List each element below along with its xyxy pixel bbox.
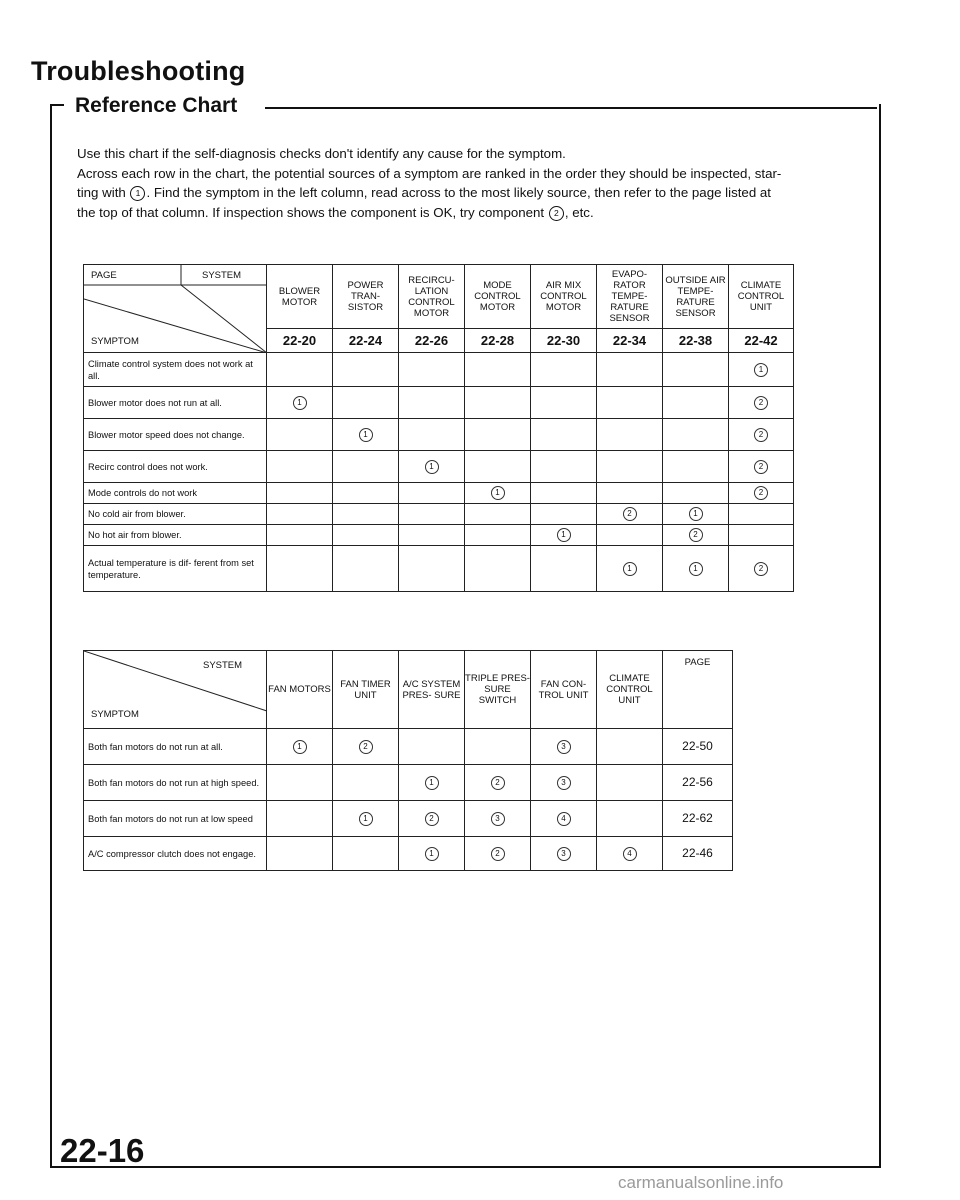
rank-cell: [267, 525, 333, 546]
rank-cell: [531, 419, 597, 451]
table-row: [84, 546, 794, 592]
rank-cell: [333, 419, 399, 451]
rank-cell: [663, 451, 729, 483]
table-row: [84, 419, 794, 451]
circled-rank-icon: 2: [491, 776, 505, 790]
symptom-cell: Both fan motors do not run at low speed: [84, 801, 267, 837]
rank-cell: [531, 729, 597, 765]
table2-header: FAN TIMER UNIT: [333, 651, 399, 729]
table1-header: RECIRCU- LATION CONTROL MOTOR: [399, 265, 465, 329]
table-row: [84, 353, 794, 387]
intro-line-3b: . Find the symptom in the left column, read across to the most likely source, then refer to the page listed at: [146, 185, 772, 201]
table1-header: MODE CONTROL MOTOR: [465, 265, 531, 329]
intro-line-2: Across each row in the chart, the potential sources of a symptom are ranked in the order they should be inspected, star-: [77, 165, 782, 181]
rank-cell: [729, 525, 794, 546]
page-title: Troubleshooting: [31, 56, 246, 86]
circled-rank-icon: 1: [293, 740, 307, 754]
rank-cell: [399, 525, 465, 546]
rank-cell: [267, 483, 333, 504]
rank-cell: [267, 765, 333, 801]
symptom-cell: No hot air from blower.: [84, 525, 267, 546]
rank-cell: [597, 837, 663, 871]
rank-cell: [465, 729, 531, 765]
rank-cell: [597, 546, 663, 592]
rank-cell: [663, 504, 729, 525]
rank-cell: [267, 353, 333, 387]
table-row: [84, 837, 733, 871]
table1-corner-system: SYSTEM: [202, 270, 242, 281]
rank-cell: [597, 353, 663, 387]
intro-line-3: [77, 183, 867, 203]
rank-cell: [333, 387, 399, 419]
table1-page-ref: 22-38: [663, 329, 729, 353]
page-ref-cell: 22-46: [663, 837, 733, 871]
table2-header: FAN MOTORS: [267, 651, 333, 729]
rank-cell: [267, 387, 333, 419]
rank-cell: [531, 525, 597, 546]
rank-cell: [663, 387, 729, 419]
rank-cell: [597, 419, 663, 451]
table1-header: EVAPO- RATOR TEMPE- RATURE SENSOR: [597, 265, 663, 329]
rank-cell: [399, 504, 465, 525]
rank-cell: [465, 451, 531, 483]
rank-cell: [597, 451, 663, 483]
symptom-cell: No cold air from blower.: [84, 504, 267, 525]
rank-cell: [597, 729, 663, 765]
symptom-cell: Recirc control does not work.: [84, 451, 267, 483]
symptom-cell: Both fan motors do not run at all.: [84, 729, 267, 765]
rank-cell: [399, 546, 465, 592]
circled-rank-icon: 3: [557, 740, 571, 754]
table1-page-ref: 22-20: [267, 329, 333, 353]
table1-corner-symptom: SYMPTOM: [91, 336, 139, 347]
circled-rank-icon: 1: [425, 847, 439, 861]
circled-one-icon: 1: [130, 186, 145, 201]
rank-cell: [399, 801, 465, 837]
table-row: [84, 504, 794, 525]
rank-cell: [597, 504, 663, 525]
circled-rank-icon: 3: [491, 812, 505, 826]
table2-header: FAN CON- TROL UNIT: [531, 651, 597, 729]
rank-cell: [663, 546, 729, 592]
intro-text: [77, 144, 867, 222]
table-row: [84, 483, 794, 504]
intro-line-4b: , etc.: [564, 204, 594, 220]
rank-cell: [333, 525, 399, 546]
table1-page-ref: 22-34: [597, 329, 663, 353]
page-ref-cell: 22-56: [663, 765, 733, 801]
symptom-cell: Climate control system does not work at all.: [84, 353, 267, 387]
rank-cell: [663, 419, 729, 451]
rank-cell: [729, 451, 794, 483]
page-number: 22-16: [60, 1132, 145, 1169]
table1-page-ref: 22-42: [729, 329, 794, 353]
rank-cell: [531, 504, 597, 525]
circled-rank-icon: 2: [689, 528, 703, 542]
circled-rank-icon: 1: [689, 507, 703, 521]
table2-header: TRIPLE PRES- SURE SWITCH: [465, 651, 531, 729]
rank-cell: [465, 387, 531, 419]
circled-rank-icon: 1: [623, 562, 637, 576]
symptom-cell: Actual temperature is dif- ferent from set temperature.: [84, 546, 267, 592]
rank-cell: [333, 729, 399, 765]
rank-cell: [597, 801, 663, 837]
circled-rank-icon: 1: [425, 460, 439, 474]
rank-cell: [399, 419, 465, 451]
rank-cell: [531, 387, 597, 419]
rank-cell: [465, 483, 531, 504]
rank-cell: [663, 483, 729, 504]
rank-cell: [333, 504, 399, 525]
circled-rank-icon: 2: [754, 486, 768, 500]
rank-cell: [465, 353, 531, 387]
table2-corner-system: SYSTEM: [203, 660, 243, 671]
circled-rank-icon: 4: [623, 847, 637, 861]
circled-rank-icon: 2: [754, 396, 768, 410]
rank-cell: [531, 837, 597, 871]
rank-cell: [267, 801, 333, 837]
table1-page-ref: 22-26: [399, 329, 465, 353]
circled-rank-icon: 2: [754, 428, 768, 442]
rank-cell: [465, 525, 531, 546]
rank-cell: [663, 353, 729, 387]
rank-cell: [729, 387, 794, 419]
table-row: [84, 801, 733, 837]
circled-rank-icon: 1: [359, 812, 373, 826]
rank-cell: [531, 353, 597, 387]
section-title: Reference Chart: [75, 94, 238, 117]
circled-rank-icon: 1: [754, 363, 768, 377]
table2-header-page: PAGE: [663, 651, 733, 729]
rank-cell: [333, 801, 399, 837]
table1-corner-page: PAGE: [91, 270, 117, 281]
symptom-cell: Both fan motors do not run at high speed.: [84, 765, 267, 801]
reference-chart-table-2: [83, 650, 733, 871]
table1-header: OUTSIDE AIR TEMPE- RATURE SENSOR: [663, 265, 729, 329]
page-ref-cell: 22-50: [663, 729, 733, 765]
symptom-cell: Blower motor speed does not change.: [84, 419, 267, 451]
circled-rank-icon: 2: [623, 507, 637, 521]
rank-cell: [465, 837, 531, 871]
rank-cell: [729, 546, 794, 592]
rank-cell: [729, 504, 794, 525]
table1-header: BLOWER MOTOR: [267, 265, 333, 329]
circled-rank-icon: 3: [557, 847, 571, 861]
rank-cell: [267, 729, 333, 765]
circled-rank-icon: 2: [754, 460, 768, 474]
table1-header: AIR MIX CONTROL MOTOR: [531, 265, 597, 329]
page-ref-cell: 22-62: [663, 801, 733, 837]
intro-line-3a: ting with: [77, 185, 126, 201]
rank-cell: [399, 765, 465, 801]
symptom-cell: Blower motor does not run at all.: [84, 387, 267, 419]
table-row: [84, 729, 733, 765]
rank-cell: [465, 419, 531, 451]
table2-header: CLIMATE CONTROL UNIT: [597, 651, 663, 729]
rank-cell: [333, 765, 399, 801]
rank-cell: [267, 451, 333, 483]
symptom-cell: Mode controls do not work: [84, 483, 267, 504]
rank-cell: [399, 387, 465, 419]
rank-cell: [729, 353, 794, 387]
intro-line-4: [77, 203, 867, 223]
table2-corner-symptom: SYMPTOM: [91, 709, 139, 720]
rank-cell: [597, 483, 663, 504]
rank-cell: [267, 504, 333, 525]
circled-rank-icon: 1: [359, 428, 373, 442]
rank-cell: [531, 546, 597, 592]
rank-cell: [531, 451, 597, 483]
rank-cell: [597, 765, 663, 801]
table1-page-ref: 22-24: [333, 329, 399, 353]
circled-rank-icon: 3: [557, 776, 571, 790]
circled-two-icon: 2: [549, 206, 564, 221]
circled-rank-icon: 1: [293, 396, 307, 410]
rank-cell: [267, 546, 333, 592]
circled-rank-icon: 1: [491, 486, 505, 500]
rank-cell: [399, 353, 465, 387]
rank-cell: [729, 483, 794, 504]
rank-cell: [597, 387, 663, 419]
table1-header: POWER TRAN- SISTOR: [333, 265, 399, 329]
table-row: [84, 451, 794, 483]
rank-cell: [531, 483, 597, 504]
table-row: [84, 525, 794, 546]
rank-cell: [333, 546, 399, 592]
symptom-cell: A/C compressor clutch does not engage.: [84, 837, 267, 871]
table1-page-ref: 22-30: [531, 329, 597, 353]
rank-cell: [333, 353, 399, 387]
rank-cell: [399, 483, 465, 504]
circled-rank-icon: 2: [491, 847, 505, 861]
circled-rank-icon: 4: [557, 812, 571, 826]
rank-cell: [333, 451, 399, 483]
table1-header: CLIMATE CONTROL UNIT: [729, 265, 794, 329]
rank-cell: [267, 419, 333, 451]
circled-rank-icon: 2: [754, 562, 768, 576]
table1-corner: [84, 265, 267, 353]
reference-chart-table-1: [83, 264, 794, 592]
circled-rank-icon: 1: [557, 528, 571, 542]
rank-cell: [465, 765, 531, 801]
rank-cell: [531, 765, 597, 801]
rank-cell: [267, 837, 333, 871]
rank-cell: [333, 837, 399, 871]
circled-rank-icon: 1: [689, 562, 703, 576]
rank-cell: [465, 504, 531, 525]
circled-rank-icon: 2: [359, 740, 373, 754]
table2-header: A/C SYSTEM PRES- SURE: [399, 651, 465, 729]
table-row: [84, 765, 733, 801]
rank-cell: [597, 525, 663, 546]
table2-corner: [84, 651, 267, 729]
circled-rank-icon: 1: [425, 776, 439, 790]
rank-cell: [531, 801, 597, 837]
table-row: [84, 387, 794, 419]
intro-line-1: Use this chart if the self-diagnosis checks don't identify any cause for the symptom.: [77, 146, 566, 161]
rank-cell: [399, 451, 465, 483]
rank-cell: [729, 419, 794, 451]
rank-cell: [663, 525, 729, 546]
rank-cell: [465, 801, 531, 837]
circled-rank-icon: 2: [425, 812, 439, 826]
rank-cell: [399, 837, 465, 871]
rank-cell: [465, 546, 531, 592]
rank-cell: [333, 483, 399, 504]
footer-watermark: carmanualsonline.info: [618, 1173, 784, 1192]
table1-page-ref: 22-28: [465, 329, 531, 353]
intro-line-4a: the top of that column. If inspection shows the component is OK, try component: [77, 204, 545, 220]
rank-cell: [399, 729, 465, 765]
